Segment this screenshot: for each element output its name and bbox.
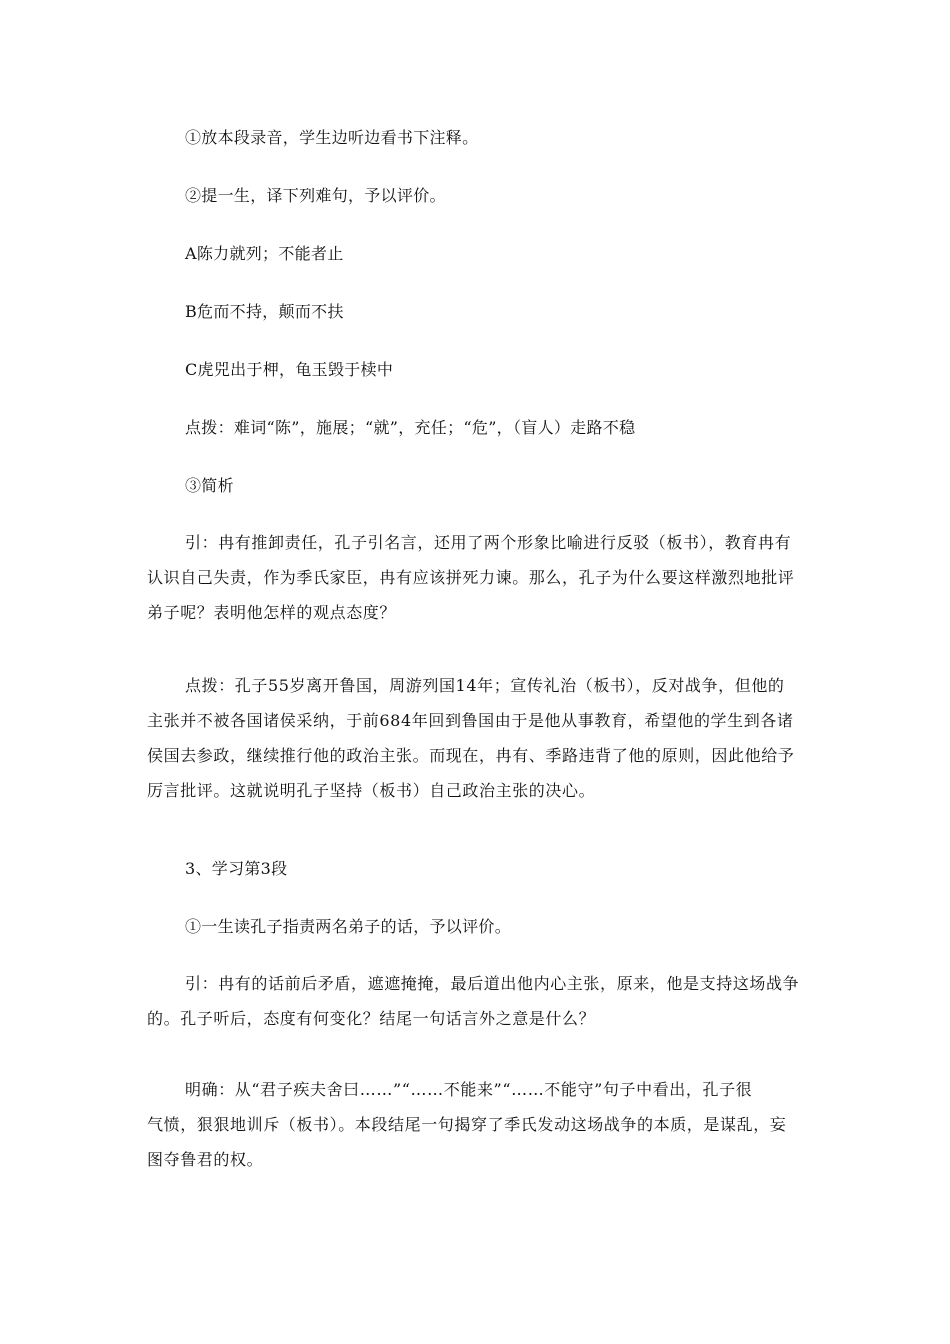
paragraph-line: 引：冉有推卸责任，孔子引名言，还用了两个形象比喻进行反驳（板书），教育冉有: [185, 533, 792, 552]
step-translate: ②提一生，译下列难句，予以评价。: [185, 186, 446, 205]
paragraph-line: 图夺鲁君的权。: [147, 1150, 264, 1169]
paragraph-line: 的。孔子听后，态度有何变化？结尾一句话言外之意是什么？: [147, 1009, 596, 1028]
hint-paragraph-2: [147, 668, 807, 808]
sentence-c: C虎兕出于柙，龟玉毁于椟中: [185, 360, 394, 379]
step-analysis: ③简析: [185, 476, 234, 495]
paragraph-line: 点拨：孔子55岁离开鲁国，周游列国14年；宣传礼治（板书），反对战争，但他的: [185, 676, 785, 695]
guide-paragraph-1: [147, 525, 807, 630]
sentence-a: A陈力就列；不能者止: [185, 244, 344, 263]
guide-paragraph-2: [147, 966, 807, 1036]
paragraph-line: 引：冉有的话前后矛盾，遮遮掩掩，最后道出他内心主张，原来，他是支持这场战争: [185, 974, 800, 993]
paragraph-line: 主张并不被各国诸侯采纳，于前684年回到鲁国由于是他从事教育，希望他的学生到各诸: [147, 711, 794, 730]
paragraph-line: 明确：从“君子疾夫舍曰……”“……不能来”“……不能守”句子中看出，孔子很: [185, 1080, 753, 1099]
hint-words: 点拨：难词“陈”，施展；“就”，充任；“危”，（盲人）走路不稳: [185, 418, 636, 437]
paragraph-line: 侯国去参政，继续推行他的政治主张。而现在，冉有、季路违背了他的原则，因此他给予: [147, 746, 795, 765]
paragraph-line: 认识自己失责，作为季氏家臣，冉有应该拼死力谏。那么，孔子为什么要这样激烈地批评: [147, 568, 795, 587]
paragraph-line: 弟子呢？表明他怎样的观点态度？: [147, 603, 397, 622]
section-3-heading: 3、学习第3段: [185, 859, 288, 878]
clarify-paragraph: [147, 1072, 807, 1177]
paragraph-line: 厉言批评。这就说明孔子坚持（板书）自己政治主张的决心。: [147, 781, 596, 800]
sentence-b: B危而不持，颠而不扶: [185, 302, 344, 321]
step-read: ①一生读孔子指责两名弟子的话，予以评价。: [185, 917, 512, 936]
step-listen: ①放本段录音，学生边听边看书下注释。: [185, 128, 479, 147]
paragraph-line: 气愤，狠狠地训斥（板书）。本段结尾一句揭穿了季氏发动这场战争的本质，是谋乱，妄: [147, 1115, 787, 1134]
